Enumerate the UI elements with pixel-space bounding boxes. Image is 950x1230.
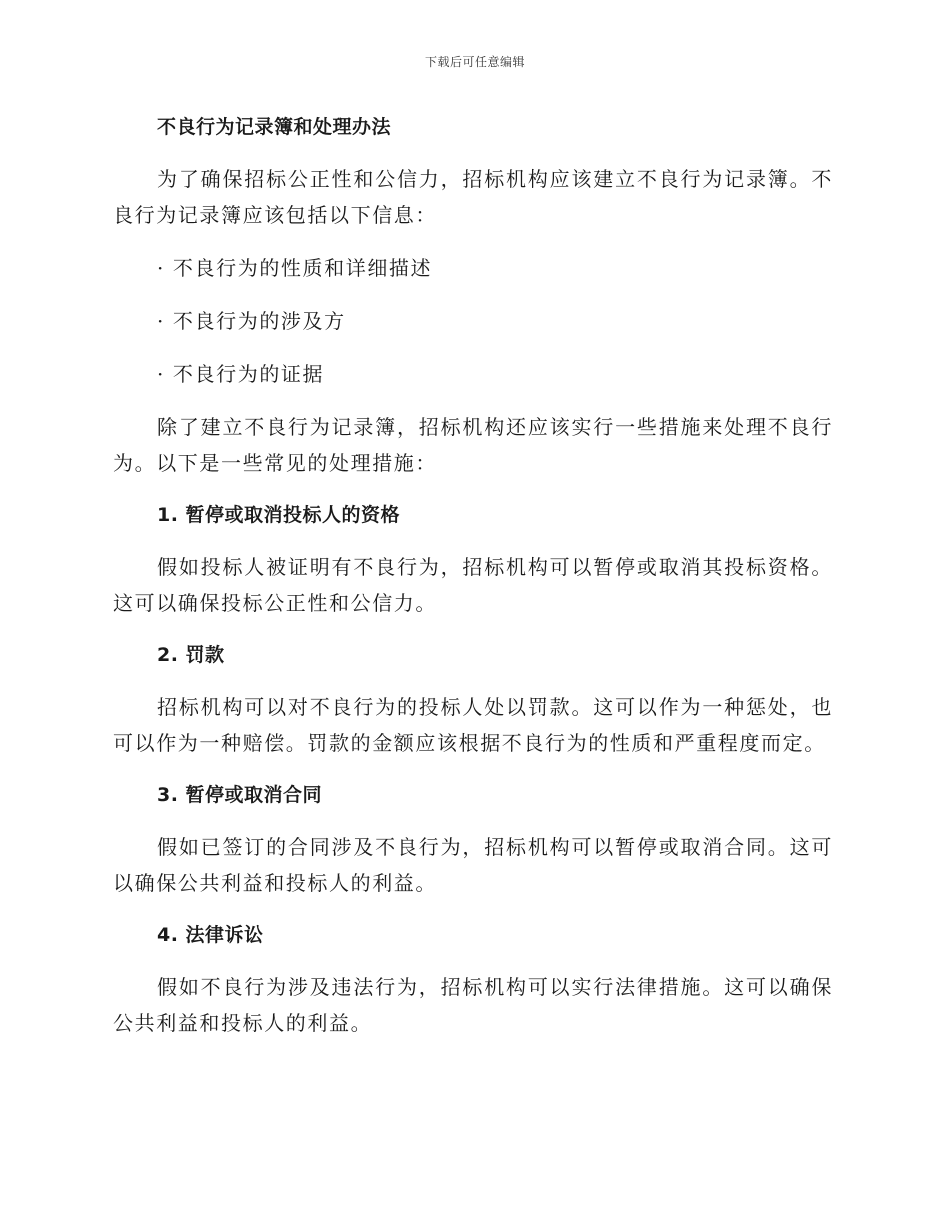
measures-intro-paragraph: 除了建立不良行为记录簿，招标机构还应该实行一些措施来处理不良行为。以下是一些常见的处理措施： [113,415,833,475]
intro-paragraph: 为了确保招标公正性和公信力，招标机构应该建立不良行为记录簿。不良行为记录簿应该包括以下信息： [113,167,833,227]
list-item: · 不良行为的涉及方 [157,309,346,333]
list-item: · 不良行为的性质和详细描述 [157,256,433,280]
section-heading: 3. 暂停或取消合同 [157,784,323,806]
list-item: · 不良行为的证据 [157,362,325,386]
section-heading: 2. 罚款 [157,644,225,666]
section-paragraph: 假如已签订的合同涉及不良行为，招标机构可以暂停或取消合同。这可以确保公共利益和投标人的利益。 [113,835,833,895]
section-paragraph: 假如不良行为涉及违法行为，招标机构可以实行法律措施。这可以确保公共利益和投标人的利益。 [113,975,833,1035]
section-heading: 1. 暂停或取消投标人的资格 [157,504,401,526]
page-header: 下载后可任意编辑 [424,55,525,69]
section-heading: 4. 法律诉讼 [157,924,264,946]
section-paragraph: 招标机构可以对不良行为的投标人处以罚款。这可以作为一种惩处，也可以作为一种赔偿。罚款的金额应该根据不良行为的性质和严重程度而定。 [113,695,833,755]
document-body [113,110,833,1058]
document-title: 不良行为记录簿和处理办法 [157,116,392,138]
section-paragraph: 假如投标人被证明有不良行为，招标机构可以暂停或取消其投标资格。这可以确保投标公正性和公信力。 [113,555,833,615]
